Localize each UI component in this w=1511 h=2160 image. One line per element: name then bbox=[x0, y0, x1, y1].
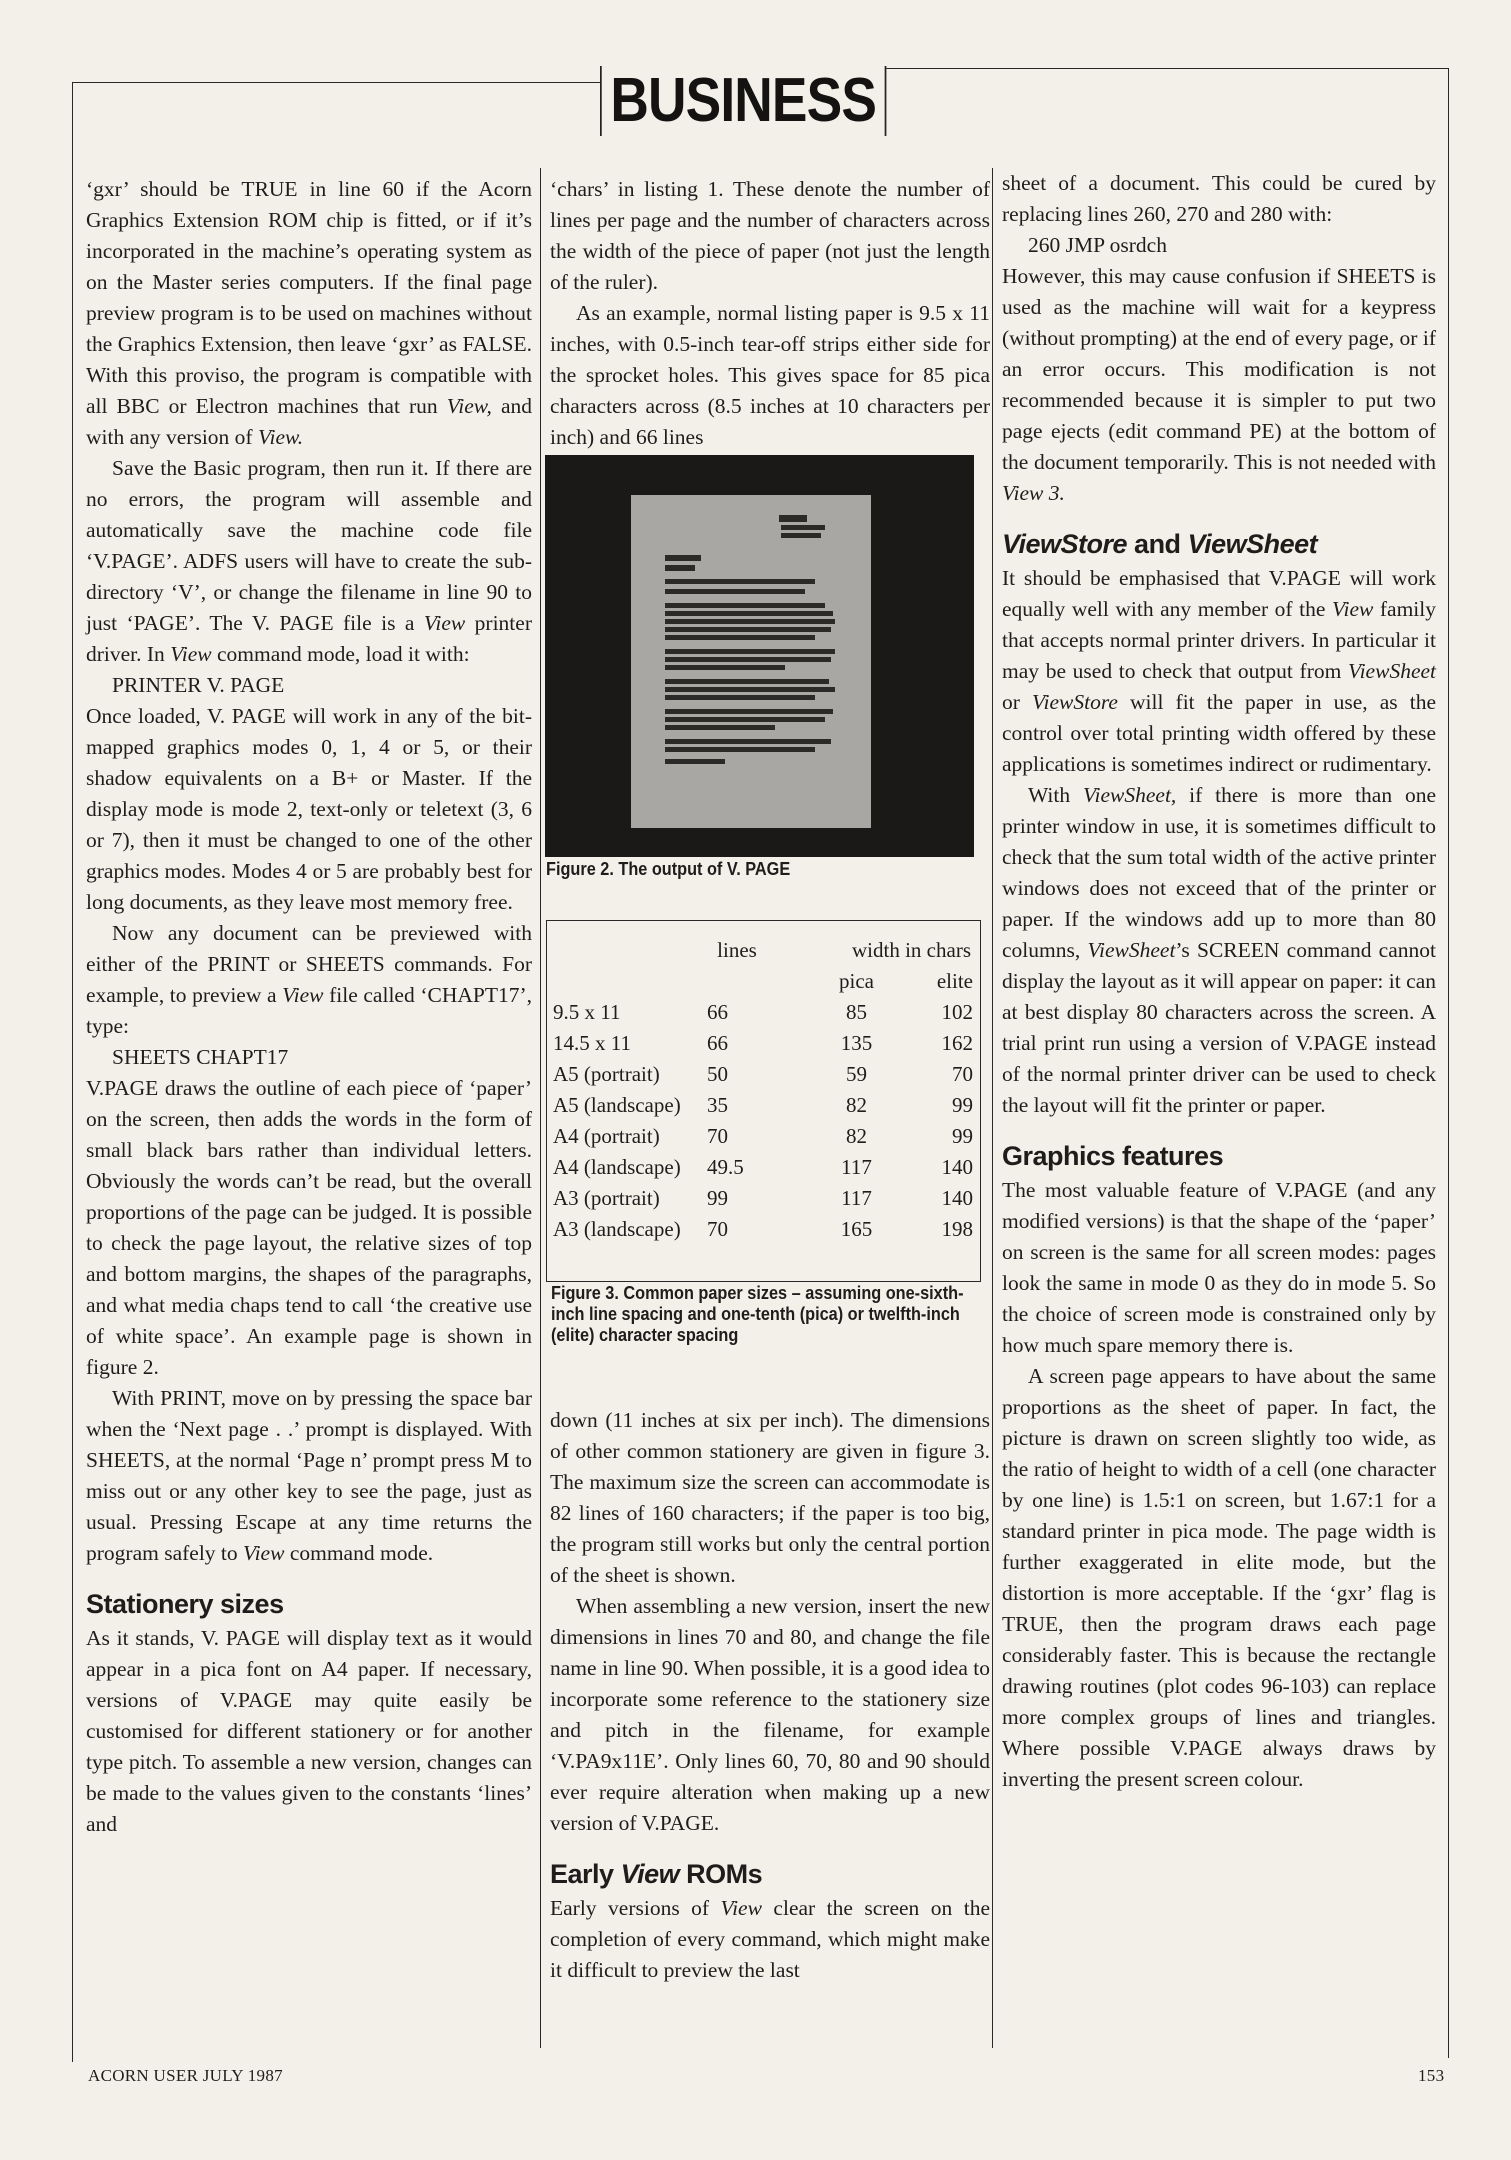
top-rule-left bbox=[72, 82, 602, 83]
table-row: 9.5 x 11 66 85 102 bbox=[553, 1000, 973, 1024]
paragraph: However, this may cause confusion if SHEETS is used as the machine will wait for a keypress (without prompting) at the end of every page, or if an error occurs. This modification is not recommended because it is simpler to put two page ejects (edit command PE) at the bottom of the document temporarily. This is not needed with View 3. bbox=[1002, 264, 1436, 505]
header-width: width in chars bbox=[852, 938, 971, 962]
column-2-top bbox=[550, 174, 990, 453]
heading-early-view-roms: Early View ROMs bbox=[550, 1859, 763, 1889]
right-rule bbox=[1448, 68, 1449, 2058]
figure-2-image bbox=[545, 455, 974, 857]
table-row: A5 (portrait) 50 59 70 bbox=[553, 1062, 973, 1086]
column-1 bbox=[86, 174, 532, 1840]
header-lines: lines bbox=[717, 938, 757, 962]
paragraph: ‘chars’ in listing 1. These denote the number of lines per page and the number of characters across the width of the piece of paper (not just the length of the ruler). bbox=[550, 177, 990, 294]
table-row: A3 (landscape) 70 165 198 bbox=[553, 1217, 973, 1241]
column-3 bbox=[1002, 168, 1436, 1795]
table-row: A4 (landscape) 49.5 117 140 bbox=[553, 1155, 973, 1179]
command-line: 260 JMP osrdch bbox=[1028, 233, 1167, 257]
paragraph: As an example, normal listing paper is 9.5 x 11 inches, with 0.5-inch tear-off strips either side for the sprocket holes. This gives space for 85 pica characters across (8.5 inches at 10 characters per inch) and 66 lines bbox=[550, 301, 990, 449]
command-line: SHEETS CHAPT17 bbox=[112, 1045, 289, 1069]
footer-page-number: 153 bbox=[1418, 2066, 1445, 2085]
heading-graphics-features: Graphics features bbox=[1002, 1141, 1224, 1171]
column-rule-1 bbox=[540, 168, 541, 2048]
paragraph: V.PAGE draws the outline of each piece of ‘paper’ on the screen, then adds the words in the form of small black bars rather than individual letters. Obviously the words can’t be read, but the overall proportions of the page can be judged. It is possible to check the page layout, the relative sizes of top and bottom margins, the shapes of the paragraphs, and what media chaps tend to call ‘the creative use of white space’. An example page is shown in figure 2. bbox=[86, 1076, 532, 1379]
paragraph: Once loaded, V. PAGE will work in any of the bit-mapped graphics modes 0, 1, 4 or 5, or their shadow equivalents on a B+ or Master. If the display mode is mode 2, text-only or teletext (3, 6 or 7), then it must be changed to one of the other graphics modes. Modes 4 or 5 are probably best for long documents, as they leave most memory free. bbox=[86, 704, 532, 914]
column-rule-2 bbox=[992, 168, 993, 2048]
figure-2-caption: Figure 2. The output of V. PAGE bbox=[546, 858, 791, 879]
page-preview-sheet bbox=[631, 495, 871, 828]
paragraph: sheet of a document. This could be cured by replacing lines 260, 270 and 280 with: bbox=[1002, 171, 1436, 226]
figure-3-caption: Figure 3. Common paper sizes – assuming one-sixth-inch line spacing and one-tenth (pica) or twelfth-inch (elite) character spacing bbox=[551, 1282, 964, 1345]
paragraph: It should be emphasised that V.PAGE will work equally well with any member of the View family that accepts normal printer drivers. In particular it may be used to check that output from ViewSheet or ViewStore will fit the paper in use, as the control over total printing width offered by these applications is sometimes indirect or rudimentary. bbox=[1002, 566, 1437, 776]
left-rule bbox=[72, 82, 73, 2062]
table-row: A3 (portrait) 99 117 140 bbox=[553, 1186, 973, 1210]
paragraph: With PRINT, move on by pressing the space bar when the ‘Next page . .’ prompt is displayed. With SHEETS, at the normal ‘Page n’ prompt press M to miss out or any other key to see the page, just as usual. Pressing Escape at any time returns the program safely to View command mode. bbox=[86, 1386, 532, 1565]
table-row: A5 (landscape) 35 82 99 bbox=[553, 1093, 973, 1117]
paragraph: The most valuable feature of V.PAGE (and any modified versions) is that the shape of the ‘paper’ on screen is the same for all screen modes: pages look the same in mode 0 as they do in mode 5. So the choice of screen mode is constrained only by how much spare memory there is. bbox=[1002, 1178, 1436, 1357]
command-line: PRINTER V. PAGE bbox=[112, 673, 285, 697]
paragraph: Save the Basic program, then run it. If there are no errors, the program will assemble and automatically save the machine code file ‘V.PAGE’. ADFS users will have to create the sub-directory ‘V’, or change the filename in line 90 to just ‘PAGE’. The V. PAGE file is a View printer driver. In View command mode, load it with: bbox=[86, 456, 532, 666]
header-elite: elite bbox=[936, 969, 973, 993]
paragraph: Early versions of View clear the screen on the completion of every command, which might make it difficult to preview the last bbox=[550, 1896, 990, 1982]
paragraph: When assembling a new version, insert the new dimensions in lines 70 and 80, and change the file name in line 90. When possible, it is a good idea to incorporate some reference to the stationery size and pitch in the filename, for example ‘V.PA9x11E’. Only lines 60, 70, 80 and 90 should ever require alteration when making up a new version of V.PAGE. bbox=[550, 1594, 990, 1835]
paragraph: With ViewSheet, if there is more than one printer window in use, it is sometimes difficult to check that the sum total width of the active printer windows does not exceed that of the printer or paper. If the windows add up to more than 80 columns, ViewSheet’s SCREEN command cannot display the layout as it will appear on paper: it can at best display 80 characters across the screen. A trial print run using a version of V.PAGE instead of the normal printer driver can be used to check the layout will fit the printer or paper. bbox=[1002, 783, 1436, 1117]
paragraph: A screen page appears to have about the same proportions as the sheet of paper. In fact, the picture is drawn on screen slightly too wide, as the ratio of height to width of a cell (one character by one line) is 1.5:1 on screen, but 1.67:1 for a standard printer in pica mode. The page width is further exaggerated in elite mode, but the distortion is more acceptable. If the ‘gxr’ flag is TRUE, then the program draws each page considerably faster. This is because the rectangle drawing routines (plot codes 96-103) can replace more complex groups of lines and triangles. Where possible V.PAGE always draws by inverting the present screen colour. bbox=[1002, 1364, 1436, 1791]
paragraph: down (11 inches at six per inch). The dimensions of other common stationery are given in figure 3. The maximum size the screen can accommodate is 82 lines of 160 characters; if the paper is too big, the program still works but only the central portion of the sheet is shown. bbox=[550, 1408, 990, 1587]
table-row: 14.5 x 11 66 135 162 bbox=[553, 1031, 973, 1055]
heading-viewstore-viewsheet: ViewStore and ViewSheet bbox=[1002, 529, 1318, 559]
paragraph: Now any document can be previewed with either of the PRINT or SHEETS commands. For example, to preview a View file called ‘CHAPT17’, type: bbox=[86, 921, 532, 1038]
paragraph: ‘gxr’ should be TRUE in line 60 if the Acorn Graphics Extension ROM chip is fitted, or if it’s incorporated in the machine’s operating system as on the Master series computers. If the final page preview program is to be used on machines without the Graphics Extension, then leave ‘gxr’ as FALSE. With this proviso, the program is compatible with all BBC or Electron machines that run View, and with any version of View. bbox=[86, 177, 533, 449]
column-2-bottom bbox=[550, 1405, 990, 1986]
header-pica: pica bbox=[838, 969, 874, 993]
section-banner: BUSINESS bbox=[600, 66, 886, 136]
heading-stationery-sizes: Stationery sizes bbox=[86, 1589, 284, 1619]
paragraph: As it stands, V. PAGE will display text as it would appear in a pica font on A4 paper. If necessary, versions of V.PAGE may quite easily be customised for different stationery or for another type pitch. To assemble a new version, changes can be made to the values given to the constants ‘lines’ and bbox=[86, 1626, 532, 1836]
top-rule-right bbox=[882, 68, 1448, 69]
footer-magazine: ACORN USER JULY 1987 bbox=[88, 2066, 283, 2085]
figure-3-table bbox=[546, 920, 981, 1282]
table-row: A4 (portrait) 70 82 99 bbox=[553, 1124, 973, 1148]
